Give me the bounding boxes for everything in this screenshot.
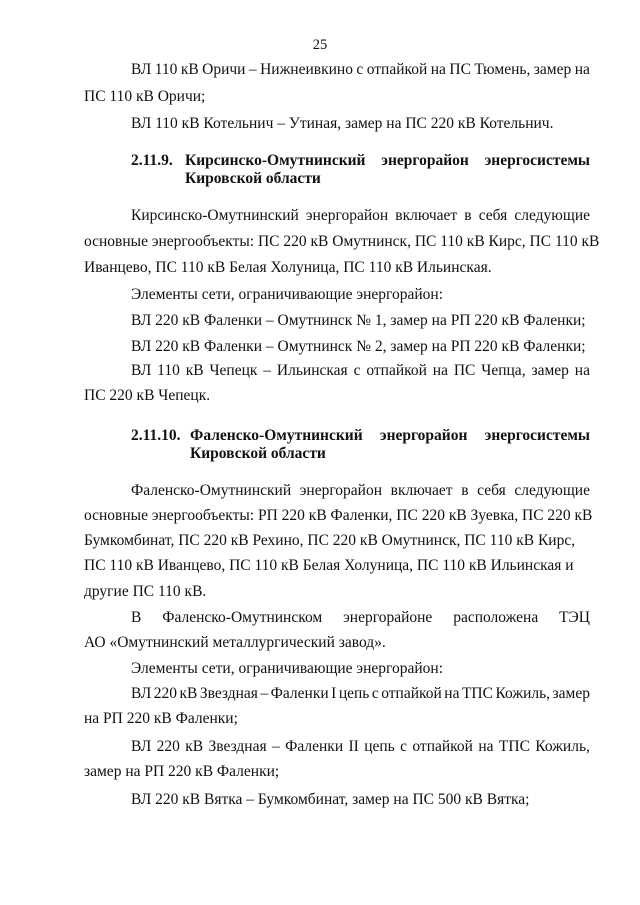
plant-word: ТЭЦ bbox=[559, 609, 590, 626]
section-2-description-line: Бумкомбинат, ПС 220 кВ Рехино, ПС 220 кВ Омутнинск, ПС 110 кВ Кирс, bbox=[84, 532, 576, 549]
section-1-title-word: Кирсинско-Омутнинский bbox=[185, 152, 366, 169]
section-1-network-item: ВЛ 220 кВ Фаленки – Омутнинск № 1, замер на РП 220 кВ Фаленки; bbox=[131, 312, 586, 329]
section-2-network-item: ВЛ 220 кВ Вятка – Бумкомбинат, замер на ПС 500 кВ Вятка; bbox=[131, 791, 530, 808]
section-2-title-line-1 bbox=[190, 426, 590, 446]
section-2-description-line: основные энергообъекты: РП 220 кВ Фаленки, ПС 220 кВ Зуевка, ПС 220 кВ bbox=[84, 507, 593, 524]
section-1-title-line-1 bbox=[185, 151, 590, 171]
section-1-network-intro: Элементы сети, ограничивающие энергорайон: bbox=[131, 286, 444, 303]
section-2-title-line-2: Кировской области bbox=[190, 445, 326, 462]
section-1-description-line: Кирсинско-Омутнинский энергорайон включает в себя следующие bbox=[131, 207, 590, 224]
section-2-network-intro: Элементы сети, ограничивающие энергорайон: bbox=[131, 660, 444, 677]
plant-word: энергорайоне bbox=[343, 609, 433, 626]
section-2-title-word: энергорайон bbox=[379, 427, 468, 444]
section-2-network-item-continuation: замер на РП 220 кВ Фаленки; bbox=[84, 763, 280, 780]
section-1-network-item-continuation: ПС 220 кВ Чепецк. bbox=[84, 387, 211, 404]
section-1-title-line-2: Кировской области bbox=[185, 170, 321, 187]
section-1-network-item: ВЛ 220 кВ Фаленки – Омутнинск № 2, замер на РП 220 кВ Фаленки; bbox=[131, 338, 586, 355]
section-1-title-word: энергосистемы bbox=[484, 152, 590, 169]
page-number: 25 bbox=[312, 37, 328, 53]
section-1-number: 2.11.9. bbox=[131, 152, 173, 169]
section-1-network-item: ВЛ 110 кВ Чепецк – Ильинская с отпайкой на ПС Чепца, замер на bbox=[131, 362, 590, 379]
intro-item-1-line-2: ПС 110 кВ Оричи; bbox=[84, 88, 206, 105]
section-2-description-line: ПС 110 кВ Иванцево, ПС 110 кВ Белая Холуница, ПС 110 кВ Ильинская и bbox=[84, 557, 574, 574]
plant-word: расположена bbox=[453, 609, 539, 626]
section-1-description-line: Иванцево, ПС 110 кВ Белая Холуница, ПС 110 кВ Ильинская. bbox=[84, 259, 492, 276]
intro-item-1-line-1: ВЛ 110 кВ Оричи – Нижнеивкино с отпайкой на ПС Тюмень, замер на bbox=[131, 61, 590, 78]
section-1-description-line: основные энергообъекты: ПС 220 кВ Омутнинск, ПС 110 кВ Кирс, ПС 110 кВ bbox=[84, 233, 600, 250]
section-2-number: 2.11.10. bbox=[131, 427, 181, 444]
plant-word: Фаленско-Омутнинском bbox=[162, 609, 323, 626]
section-2-network-item: ВЛ 220 кВ Звездная – Фаленки II цепь с отпайкой на ТПС Кожиль, bbox=[131, 738, 590, 755]
section-2-description-line: другие ПС 110 кВ. bbox=[84, 583, 207, 600]
plant-word: В bbox=[131, 609, 142, 626]
section-2-title-word: Фаленско-Омутнинский bbox=[190, 427, 363, 444]
section-2-description-line: Фаленско-Омутнинский энергорайон включает в себя следующие bbox=[131, 482, 590, 499]
section-1-title-word: энергорайон bbox=[381, 152, 469, 169]
section-2-network-item-continuation: на РП 220 кВ Фаленки; bbox=[84, 710, 238, 727]
section-2-plant-line-1 bbox=[131, 608, 590, 628]
section-2-network-item: ВЛ 220 кВ Звездная – Фаленки I цепь с отпайкой на ТПС Кожиль, замер bbox=[131, 685, 590, 702]
section-2-plant-line-2: АО «Омутнинский металлургический завод». bbox=[84, 634, 386, 651]
intro-item-2: ВЛ 110 кВ Котельнич – Утиная, замер на ПС 220 кВ Котельнич. bbox=[131, 115, 554, 132]
section-2-title-word: энергосистемы bbox=[484, 427, 590, 444]
